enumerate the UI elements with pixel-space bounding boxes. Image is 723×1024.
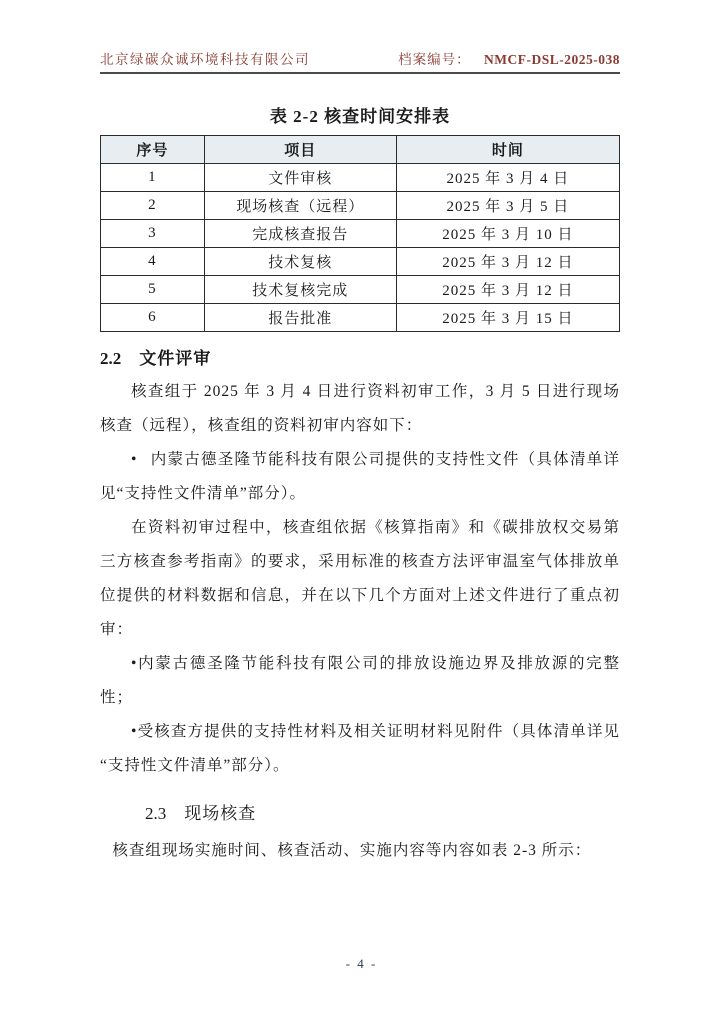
table-row xyxy=(101,220,620,248)
doc-number-label: 档案编号： xyxy=(398,52,471,67)
table-header-row xyxy=(101,136,620,164)
section-heading-2-2 xyxy=(100,344,620,369)
header-doc-number xyxy=(398,48,620,68)
bullet-text: 内蒙古德圣隆节能科技有限公司提供的支持性文件（具体清单详见“支持性文件清单”部分）。 xyxy=(100,451,620,502)
bullet-icon: • xyxy=(131,451,138,468)
cell-time: 2025 年 3 月 15 日 xyxy=(396,304,619,332)
section-number: 2.3 xyxy=(145,804,167,823)
cell-item: 报告批准 xyxy=(204,304,396,332)
bullet-text: 受核查方提供的支持性材料及相关证明材料见附件（具体清单详见“支持性文件清单”部分）。 xyxy=(100,723,620,774)
cell-index: 5 xyxy=(101,276,205,304)
table-row xyxy=(101,192,620,220)
paragraph-site-verification: 核查组现场实施时间、核查活动、实施内容等内容如表 2-3 所示： xyxy=(112,842,592,859)
bullet-icon: • xyxy=(131,723,138,740)
cell-index: 2 xyxy=(101,192,205,220)
paragraph-review-intro: 核查组于 2025 年 3 月 4 日进行资料初审工作，3 月 5 日进行现场核查（远程），核查组的资料初审内容如下： xyxy=(100,383,620,434)
cell-index: 6 xyxy=(101,304,205,332)
bullet-item-evidence xyxy=(100,715,620,783)
cell-time: 2025 年 3 月 5 日 xyxy=(396,192,619,220)
cell-item: 技术复核 xyxy=(204,248,396,276)
cell-time: 2025 年 3 月 4 日 xyxy=(396,164,619,192)
section-title: 文件评审 xyxy=(139,349,212,368)
cell-time: 2025 年 3 月 12 日 xyxy=(396,248,619,276)
cell-item: 现场核查（远程） xyxy=(204,192,396,220)
cell-item: 文件审核 xyxy=(204,164,396,192)
section-title: 现场核查 xyxy=(184,804,257,823)
bullet-item-boundary xyxy=(100,647,620,715)
cell-item: 完成核查报告 xyxy=(204,220,396,248)
section-heading-2-3 xyxy=(145,799,620,824)
section-number: 2.2 xyxy=(100,349,122,368)
cell-index: 3 xyxy=(101,220,205,248)
paragraph-review-method: 在资料初审过程中，核查组依据《核算指南》和《碳排放权交易第三方核查参考指南》的要求，采用标准的核查方法评审温室气体排放单位提供的材料数据和信息，并在以下几个方面对上述文件进行了重点初审： xyxy=(100,519,620,638)
table-row xyxy=(101,304,620,332)
verification-schedule-table xyxy=(100,135,620,332)
col-header-index: 序号 xyxy=(101,136,205,164)
table-row xyxy=(101,248,620,276)
table-row xyxy=(101,164,620,192)
col-header-item: 项目 xyxy=(204,136,396,164)
bullet-item-supporting-docs xyxy=(100,443,620,511)
page-header xyxy=(100,48,620,74)
header-company-name: 北京绿碳众诚环境科技有限公司 xyxy=(100,52,310,67)
page-number: - 4 - xyxy=(345,956,378,971)
table-caption: 表 2-2 核查时间安排表 xyxy=(269,107,451,126)
cell-time: 2025 年 3 月 12 日 xyxy=(396,276,619,304)
cell-item: 技术复核完成 xyxy=(204,276,396,304)
table-row xyxy=(101,276,620,304)
doc-number-value: NMCF-DSL-2025-038 xyxy=(484,52,620,67)
bullet-text: 内蒙古德圣隆节能科技有限公司的排放设施边界及排放源的完整性； xyxy=(100,655,620,706)
cell-index: 1 xyxy=(101,164,205,192)
bullet-icon: • xyxy=(131,655,138,672)
cell-time: 2025 年 3 月 10 日 xyxy=(396,220,619,248)
cell-index: 4 xyxy=(101,248,205,276)
col-header-time: 时间 xyxy=(396,136,619,164)
